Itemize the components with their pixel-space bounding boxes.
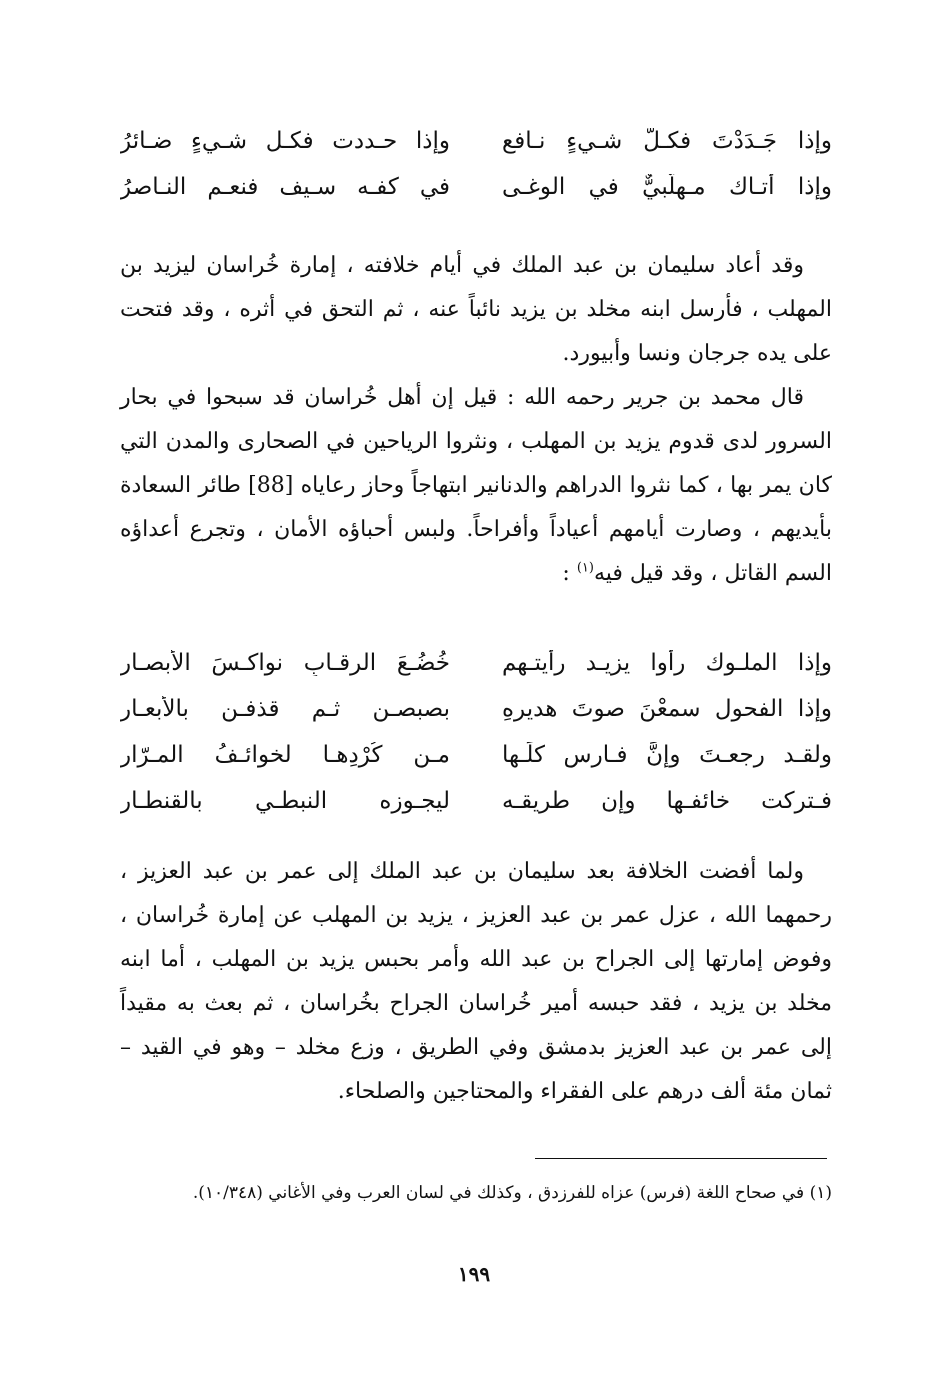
verse-right-hemistich: وإذا الفحول سمعْنَ صوتَ هديرِهِ (502, 696, 832, 722)
prose-block-2 (120, 850, 832, 1114)
paragraph-ibn-jarir-colon: : (562, 561, 570, 586)
verse-line (120, 650, 832, 696)
verse-right-hemistich: فـتركت خائفـها وإن طريقـه (502, 788, 832, 814)
verse-line (120, 128, 832, 174)
page-number: ١٩٩ (457, 1262, 491, 1286)
footnote-text: (١) في صحاح اللغة (فرس) عزاه للفرزدق ، وكذلك في لسان العرب وفي الأغاني (١٠/٣٤٨). (192, 1183, 832, 1203)
verse-left-hemistich: بصبصـن ثـم قذفـن بالأبعـارِ (120, 696, 450, 722)
verse-line (120, 696, 832, 742)
verse-block-middle (120, 650, 832, 834)
verse-line (120, 788, 832, 834)
paragraph-khorasan-governorship: وقد أعاد سليمان بن عبد الملك في أيام خلافته ، إمارة خُراسان ليزيد بن المهلب ، فأرسل ابنه مخلد بن يزيد نائباً عنه ، ثم التحق في أثره ، وقد فتحت على يده جرجان ونسا وأبيورد. (120, 253, 832, 366)
verse-left-hemistich: في كفـه سـيف فنعـم النـاصرُ (120, 174, 450, 200)
verse-right-hemistich: ولقـد رجعـتَ وإنَّ فـارس كلِّـها (502, 742, 832, 768)
verse-line (120, 742, 832, 788)
footnote-reference[interactable]: (١) (576, 560, 594, 576)
prose-block-1 (120, 244, 832, 596)
paragraph-umar-caliphate: ولما أفضت الخلافة بعد سليمان بن عبد الملك إلى عمر بن عبد العزيز ، رحمهما الله ، عزل عمر بن عبد العزيز ، يزيد بن المهلب عن إمارة خُراسان ، وفوض إمارتها إلى الجراح بن عبد الله وأمر بحبس يزيد بن المهلب ، أما ابنه مخلد بن يزيد ، فقد حبسه أمير خُراسان الجراح بخُراسان ، ثم بعث به مقيداً إلى عمر بن عبد العزيز بدمشق وفي الطريق ، وزع مخلد – وهو في القيد – ثمان مئة ألف درهم على الفقراء والمحتاجين والصلحاء. (120, 859, 832, 1104)
verse-right-hemistich: وإذا أتـاك مـهلّبيٌّ في الوغـى (502, 174, 832, 200)
paragraph-ibn-jarir (120, 376, 832, 596)
verse-line (120, 174, 832, 220)
verse-right-hemistich: وإذا الملـوك رأوا يزيـد رأيتـهم (502, 650, 832, 676)
verse-block-top (120, 128, 832, 220)
paragraph-ibn-jarir-text: قال محمد بن جرير رحمه الله : قيل إن أهل خُراسان قد سبحوا في بحار السرور لدى قدوم يزيد بن المهلب ، ونثروا الرياحين في الصحارى والمدن التي كان يمر بها ، كما نثروا الدراهم والدنانير ابتهاجاً وحاز رعاياه [88] طائر السعادة بأيديهم ، وصارت أيامهم أعياداً وأفراحاً. ولبس أحباؤه الأمان ، وتجرع أعداؤه السم القاتل ، وقد قيل فيه (120, 385, 833, 586)
verse-left-hemistich: ليجـوزه النبطـي بالقنطـارِ (120, 788, 450, 814)
verse-right-hemistich: وإذا جَـدَدْتَ فكـلُّ شـيءٍ نـافع (502, 128, 832, 154)
verse-left-hemistich: وإذا حـددت فكـل شـيءٍ ضـائرُ (120, 128, 450, 154)
verse-left-hemistich: مـن كُرْدِهـا لخوائـفُ المـرّارِ (120, 742, 450, 768)
footnote-divider (535, 1158, 827, 1159)
verse-left-hemistich: خُضُـعَ الرقـابِ نواكـسَ الأبصـارِ (120, 650, 450, 676)
